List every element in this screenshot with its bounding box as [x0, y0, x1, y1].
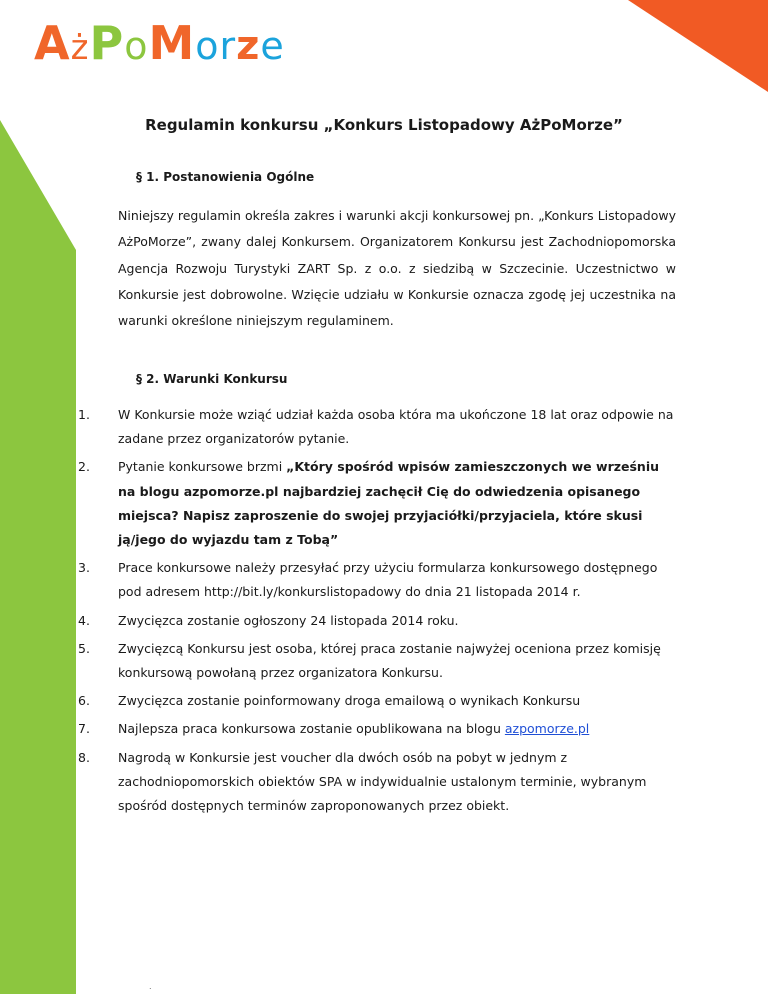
footer-mark: . [149, 982, 152, 991]
section1-paragraph: Niniejszy regulamin określa zakres i warunki akcji konkursowej pn. „Konkurs Listopadowy AżPoMorze”, zwany dalej Konkursem. Organizatorem Konkursu jest Zachodniopomorska Agencja Rozwoju Turystyki ZART Sp. z o.o. z siedzibą w Szczecinie. Uczestnictwo w Konkursie jest dobrowolne. Wzięcie udziału w Konkursie oznacza zgodę jej uczestnika na warunki określone niniejszym regulaminem. [118, 208, 676, 329]
blog-link[interactable]: azpomorze.pl [504, 721, 590, 737]
list-item: 3. Prace konkursowe należy przesyłać przy użyciu formularza konkursowego dostępnego pod adresem http://bit.ly/konkurslistopadowy do dnia 21 listopada 2014 r. [78, 560, 658, 600]
section1-heading: § 1. Postanowienia Ogólne [136, 170, 315, 184]
list-item: 7. Najlepsza praca konkursowa zostanie opublikowana na blogu azpomorze.pl [78, 721, 590, 737]
list-item: 2. Pytanie konkursowe brzmi „Który spośród wpisów zamieszczonych we wrześniu na blogu azpomorze.pl najbardziej zachęcił Cię do odwiedzenia opisanego miejsca? Napisz zaproszenie do swojej przyjaciółki/przyjaciela, które skusi ją/jego do wyjazdu tam z Tobą” [78, 459, 660, 548]
list-item: 8. Nagrodą w Konkursie jest voucher dla dwóch osób na pobyt w jednym z zachodniopomorskich obiektów SPA w indywidualnie ustalonym terminie, wybranym spośród dostępnych terminów zaproponowanych przez obiekt. [78, 749, 647, 814]
list-item: 5. Zwycięzcą Konkursu jest osoba, której praca zostanie najwyżej oceniona przez komisję konkursową powołaną przez organizatora Konkursu. [78, 640, 661, 681]
azpomorze-logo: AżPoMorze [34, 16, 285, 70]
orange-decorative-shape [618, 0, 768, 100]
green-decorative-shape [0, 0, 80, 994]
section2-heading: § 2. Warunki Konkursu [136, 372, 288, 386]
rules-list [78, 403, 678, 822]
list-item: 6. Zwycięzca zostanie poinformowany droga emailową o wynikach Konkursu [78, 693, 581, 709]
contest-question: „Który spośród wpisów zamieszczonych we wrześniu na blogu azpomorze.pl najbardziej zachęcił Cię do odwiedzenia opisanego miejsca? Napisz zaproszenie do swojej przyjaciółki/przyjaciela, które skusi ją/jego do wyjazdu tam z Tobą” [118, 459, 660, 548]
page-title: Regulamin konkursu „Konkurs Listopadowy AżPoMorze” [145, 116, 623, 134]
list-item: 4. Zwycięzca zostanie ogłoszony 24 listopada 2014 roku. [78, 612, 459, 628]
list-item: 1. W Konkursie może wziąć udział każda osoba która ma ukończone 18 lat oraz odpowie na zadane przez organizatorów pytanie. [78, 407, 674, 447]
